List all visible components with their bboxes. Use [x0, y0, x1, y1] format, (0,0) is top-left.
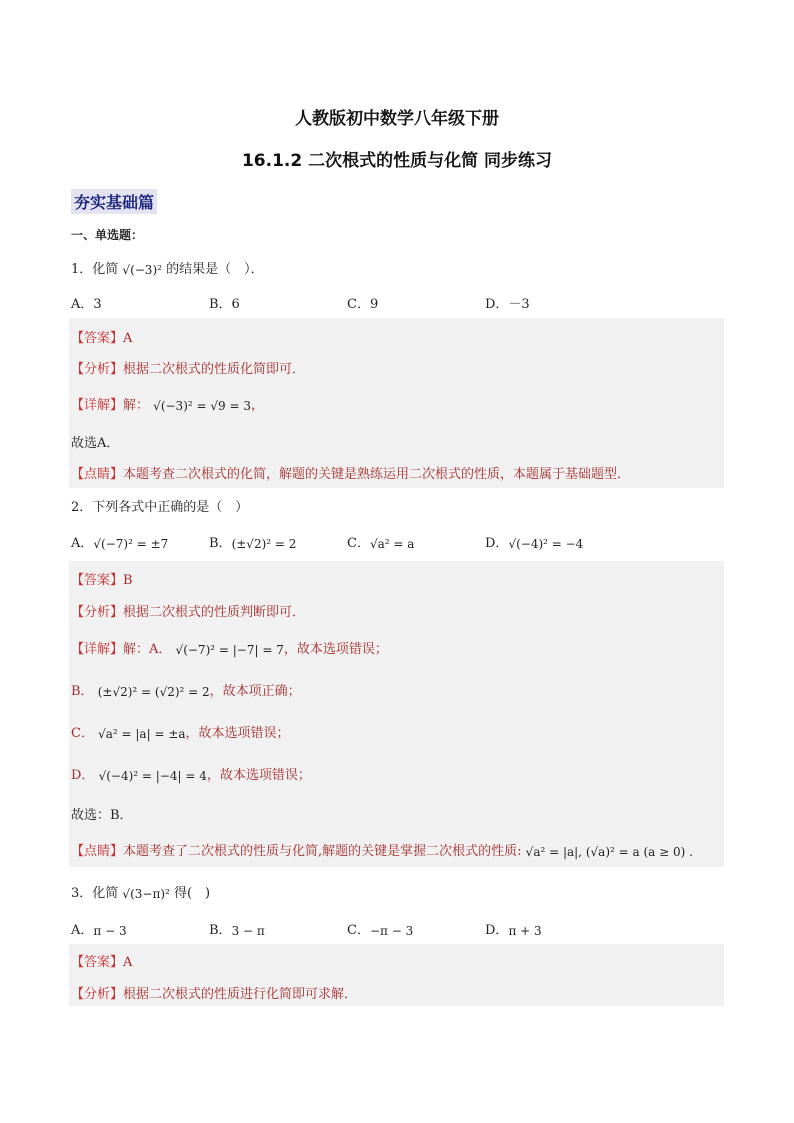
analysis-tag: 【分析】	[71, 605, 124, 620]
detail-tag: 【详解】	[71, 642, 124, 657]
analysis-tag: 【分析】	[71, 987, 124, 1002]
q2-option-b-label: B．	[209, 536, 232, 551]
detail-c-suffix: ，故本选项错误；	[185, 726, 290, 741]
q3-answer	[71, 951, 132, 970]
q3-option-a-math: π − 3	[93, 923, 127, 938]
question-1-stem	[71, 258, 264, 277]
q3-option-c	[347, 919, 413, 938]
q3-option-a-label: A．	[71, 923, 94, 938]
q2-option-c	[347, 532, 414, 551]
q3-option-c-label: C．	[347, 923, 370, 938]
q2-answer	[71, 569, 133, 588]
point-text: 本题考查了二次根式的性质与化简,解题的关键是掌握二次根式的性质:	[123, 844, 522, 859]
q2-option-b-math: (±√2)² = 2	[231, 536, 297, 551]
q2-option-d-math: √(−4)² = −4	[508, 536, 584, 551]
q2-detail-a-math: √(−7)² = |−7| = 7	[175, 642, 284, 657]
q3-stem-prefix: 3．化简	[71, 886, 119, 901]
document-title: 人教版初中数学八年级下册	[295, 109, 499, 129]
detail-prefix: 解：	[123, 398, 150, 413]
detail-b-suffix: ，故本项正确；	[209, 684, 301, 699]
point-text: 本题考查二次根式的化简，解题的关键是熟练运用二次根式的性质，本题属于基础题型．	[123, 467, 631, 482]
q3-option-b-math: 3 − π	[231, 923, 265, 938]
q1-stem-math: √(−3)²	[122, 262, 162, 277]
q2-detail-c	[71, 722, 290, 741]
analysis-tag: 【分析】	[71, 362, 124, 377]
q3-option-d-label: D．	[485, 923, 509, 938]
q2-option-a	[71, 532, 168, 551]
point-tag: 【点睛】	[71, 844, 124, 859]
section-heading: 夯实基础篇	[71, 189, 157, 214]
detail-suffix: ，	[250, 398, 264, 413]
q3-analysis	[71, 983, 357, 1002]
q2-detail-b	[71, 680, 301, 699]
q3-stem-math: √(3−π)²	[122, 886, 170, 901]
detail-tag: 【详解】	[71, 398, 124, 413]
q2-option-d-label: D．	[485, 536, 509, 551]
q2-point-math: √a² = |a|, (√a)² = a (a ≥ 0) .	[525, 844, 693, 859]
detail-d-suffix: ，故本选项错误；	[206, 768, 311, 783]
part-heading: 一、单选题：	[71, 228, 144, 242]
detail-c-prefix: C．	[71, 726, 94, 741]
q2-option-d	[485, 532, 583, 551]
q2-detail-b-math: (±√2)² = (√2)² = 2	[97, 684, 210, 699]
answer-tag: 【答案】	[71, 955, 124, 970]
q3-option-a	[71, 919, 127, 938]
q1-option-a: A．3	[71, 297, 102, 312]
detail-d-prefix: D．	[71, 768, 95, 783]
q1-detail-math: √(−3)² = √9 = 3	[153, 398, 251, 413]
point-tag: 【点睛】	[71, 467, 124, 482]
answer-value: A	[123, 331, 133, 346]
q2-detail-a	[71, 638, 388, 657]
detail-b-prefix: B．	[71, 684, 94, 699]
analysis-text: 根据二次根式的性质判断即可．	[123, 605, 306, 620]
q3-option-c-math: −π − 3	[369, 923, 414, 938]
q2-detail-d	[71, 764, 311, 783]
q3-option-b	[209, 919, 265, 938]
q1-point	[71, 463, 630, 482]
q2-detail-c-math: √a² = |a| = ±a	[98, 726, 186, 741]
q1-stem-suffix: 的结果是（ ）．	[166, 262, 264, 277]
q1-option-c: C．9	[347, 297, 379, 312]
question-2-stem: 2．下列各式中正确的是（ ）	[71, 500, 249, 515]
detail-prefix: 解：A．	[123, 642, 172, 657]
answer-value: B	[123, 573, 133, 588]
detail-a-suffix: ，故本选项错误；	[283, 642, 388, 657]
q3-option-b-label: B．	[209, 923, 232, 938]
q1-analysis	[71, 358, 305, 377]
answer-tag: 【答案】	[71, 573, 124, 588]
q1-answer	[71, 327, 132, 346]
document-subtitle: 16.1.2 二次根式的性质与化简 同步练习	[241, 151, 553, 171]
q1-choose: 故选A．	[71, 436, 120, 451]
q2-detail-d-math: √(−4)² = |−4| = 4	[98, 768, 207, 783]
answer-value: A	[123, 955, 133, 970]
q1-detail	[71, 394, 264, 413]
q2-option-c-math: √a² = a	[369, 536, 415, 551]
q3-option-d-math: π + 3	[508, 923, 542, 938]
q3-option-d	[485, 919, 542, 938]
q3-stem-suffix: 得( )	[173, 886, 211, 901]
q1-option-b: B．6	[209, 297, 240, 312]
q2-option-b	[209, 532, 296, 551]
q2-analysis	[71, 601, 305, 620]
q2-option-a-label: A．	[71, 536, 94, 551]
analysis-text: 根据二次根式的性质进行化简即可求解．	[123, 987, 358, 1002]
q2-option-c-label: C．	[347, 536, 370, 551]
analysis-text: 根据二次根式的性质化简即可．	[123, 362, 306, 377]
q1-option-d: D．－3	[485, 297, 530, 312]
question-3-stem	[71, 882, 210, 901]
q2-choose: 故选：B．	[71, 808, 133, 823]
q2-option-a-math: √(−7)² = ±7	[93, 536, 169, 551]
q2-point	[71, 840, 693, 859]
q1-stem-prefix: 1．化简	[71, 262, 119, 277]
answer-tag: 【答案】	[71, 331, 124, 346]
